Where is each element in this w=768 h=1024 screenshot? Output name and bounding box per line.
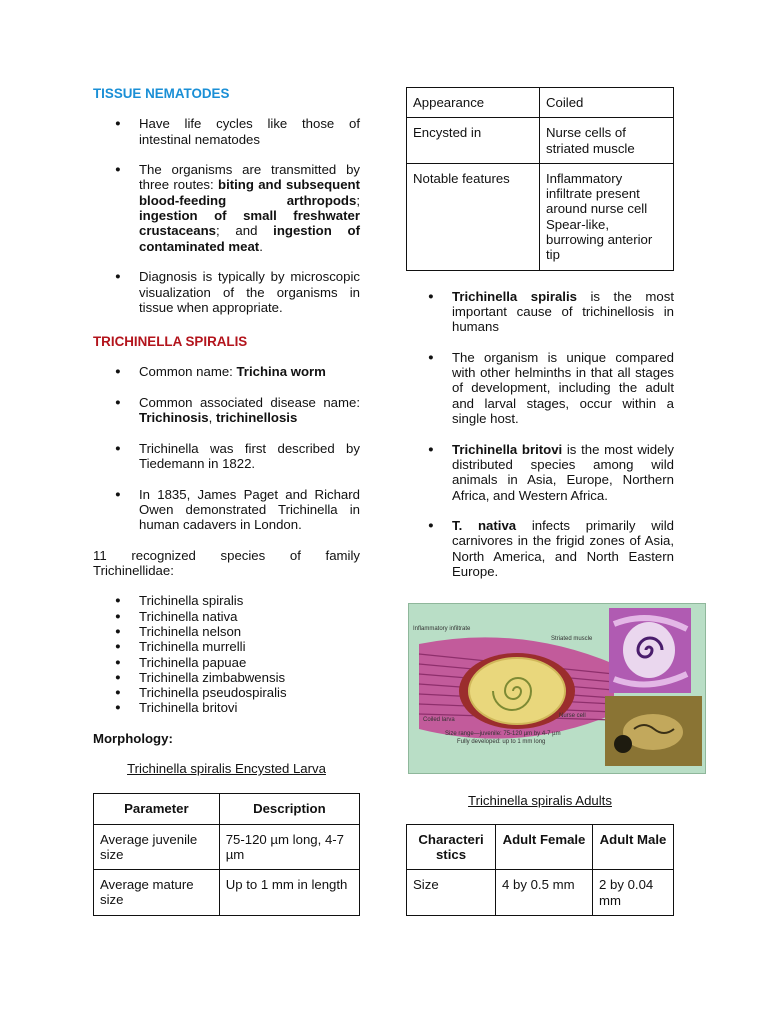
text-run: ; and <box>215 223 274 239</box>
text-run: ; <box>356 192 360 208</box>
bullet-item <box>406 442 674 503</box>
nurse-cell-illustration <box>409 604 705 773</box>
left-column <box>93 86 360 916</box>
table-header: Characteri stics <box>407 824 496 870</box>
label-size-range: Size range—juvenile: 75-120 µm by 4-7 µm <box>445 731 561 738</box>
label-fully-developed: Fully developed: up to 1 mm long <box>457 739 546 746</box>
table-cell: 2 by 0.04 mm <box>593 870 674 916</box>
table-row <box>407 118 674 164</box>
bullet-item <box>406 289 674 335</box>
section-title-trichinella-spiralis: TRICHINELLA SPIRALIS <box>93 334 248 350</box>
species-item: ● Trichinella britovi <box>93 700 360 715</box>
table-header: Adult Male <box>593 824 674 870</box>
larva-table-caption: Trichinella spiralis Encysted Larva <box>127 760 326 776</box>
text-run: Have life cycles like those of intestinal nematodes <box>139 116 360 147</box>
species-item: ● Trichinella nativa <box>93 609 360 624</box>
species-list <box>93 593 360 715</box>
bold-term: biting and subsequent blood-feeding arthropods <box>139 177 360 208</box>
bullet-item <box>93 364 360 379</box>
trichinella-facts-list <box>406 289 674 580</box>
label-nurse-cell: Nurse cell <box>559 713 586 720</box>
bullet-item <box>93 395 360 426</box>
right-column <box>406 87 674 916</box>
table-cell: Nurse cells of striated muscle <box>540 118 674 164</box>
table-cell: 4 by 0.5 mm <box>496 870 593 916</box>
text-run: is the most widely distributed species among wild animals in Asia, Europe, Northern Africa, and Western Africa. <box>452 441 674 503</box>
bold-term: trichinellosis <box>215 410 298 426</box>
text-run: The organisms are transmitted by three routes: <box>139 162 360 193</box>
text-run: . <box>259 238 263 254</box>
table-cell: 75-120 µm long, 4-7 µm <box>219 824 359 870</box>
nurse-cell-figure <box>408 603 706 774</box>
table-row <box>407 870 674 916</box>
text-run: Diagnosis is typically by microscopic visualization of the organisms in tissue when appropriate. <box>139 269 360 315</box>
tissue-nematodes-list <box>93 116 360 315</box>
section-title-tissue-nematodes: TISSUE NEMATODES <box>93 86 230 101</box>
text-run: Common associated disease name: <box>139 395 360 411</box>
micrograph-unstained <box>605 696 702 766</box>
table-cell: Size <box>407 870 496 916</box>
bold-term: Trichinella spiralis <box>452 288 577 304</box>
table-cell: Coiled <box>540 88 674 118</box>
table-header: Adult Female <box>496 824 593 870</box>
table-row <box>94 870 360 916</box>
text-run: The organism is unique compared with other helminths in that all stages of development, including the adult and larval stages, occur within a single host. <box>452 349 674 427</box>
text-run: , <box>208 410 216 426</box>
table-cell: Average mature size <box>94 870 220 916</box>
micrograph-stained <box>609 608 691 693</box>
bold-term: Trichinella britovi <box>452 441 563 457</box>
species-item: ● Trichinella zimbabwensis <box>93 670 360 685</box>
species-item: ● Trichinella murrelli <box>93 639 360 654</box>
species-item: ● Trichinella spiralis <box>93 593 360 608</box>
bullet-item <box>93 487 360 533</box>
bullet-item <box>93 162 360 254</box>
table-cell: Appearance <box>407 88 540 118</box>
larva-features-table <box>406 87 674 271</box>
bold-term: ingestion of contaminated meat <box>139 223 360 254</box>
species-item: ● Trichinella papuae <box>93 655 360 670</box>
table-header: Description <box>219 794 359 824</box>
bullet-item <box>406 518 674 579</box>
text-run: In 1835, James Paget and Richard Owen demonstrated Trichinella in human cadavers in London. <box>139 486 360 533</box>
text-run: Common name: <box>139 364 237 380</box>
bullet-item <box>93 441 360 472</box>
table-header: Parameter <box>94 794 220 824</box>
bullet-item <box>406 350 674 426</box>
bold-term: T. nativa <box>452 518 517 534</box>
table-cell: Inflammatory infiltrate present around nurse cell Spear-like, burrowing anterior tip <box>540 163 674 270</box>
label-striated-muscle: Striated muscle <box>551 636 593 643</box>
table-cell: Average juvenile size <box>94 824 220 870</box>
morphology-label: Morphology: <box>93 730 173 746</box>
adults-table <box>406 824 674 916</box>
table-cell: Notable features <box>407 163 540 270</box>
adults-table-caption: Trichinella spiralis Adults <box>468 793 612 809</box>
bold-term: ingestion of small freshwater crustaceans <box>139 208 360 239</box>
label-inflammatory-infiltrate: Inflammatory infiltrate <box>413 626 471 633</box>
bold-term: Trichina worm <box>236 364 326 380</box>
trichinella-spiralis-list <box>93 364 360 532</box>
bold-term: Trichinosis <box>139 410 209 426</box>
table-cell: Up to 1 mm in length <box>219 870 359 916</box>
table-row <box>407 163 674 270</box>
table-cell: Encysted in <box>407 118 540 164</box>
species-intro: 11 recognized species of family Trichinellidae: <box>93 547 360 579</box>
label-coiled-larva: Coiled larva <box>423 717 455 724</box>
species-item: ● Trichinella pseudospiralis <box>93 685 360 700</box>
species-item: ● Trichinella nelson <box>93 624 360 639</box>
bullet-item <box>93 269 360 315</box>
larva-table <box>93 793 360 915</box>
text-run: Trichinella was first described by Tiedemann in 1822. <box>139 440 360 472</box>
text-run: infects primarily wild carnivores in the frigid zones of Asia, North America, and North Eastern Europe. <box>452 518 674 580</box>
table-row <box>407 88 674 118</box>
text-run: is the most important cause of trichinellosis in humans <box>452 288 674 335</box>
bullet-item <box>93 116 360 147</box>
table-row <box>94 824 360 870</box>
